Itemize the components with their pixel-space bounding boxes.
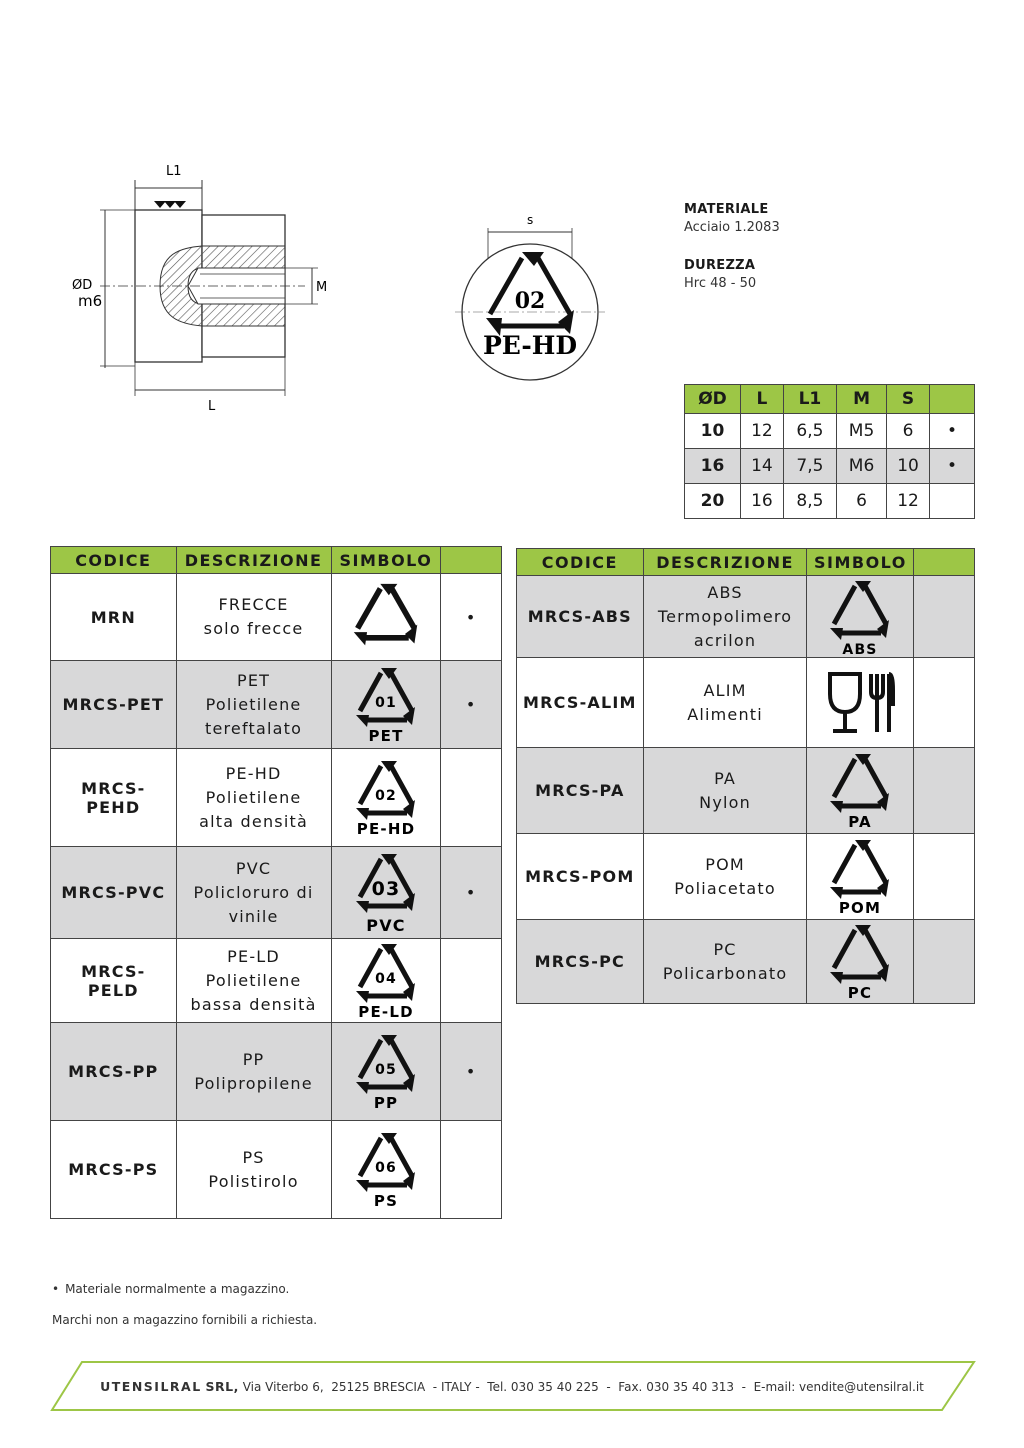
header-descrizione: DESCRIZIONE [643,549,807,576]
cell-s: 6 [887,414,930,449]
technical-drawing [60,158,350,420]
desc-line: vinile [228,906,279,926]
product-description [643,658,807,748]
header-codice: CODICE [51,547,177,574]
desc-line: Polietilene [205,694,302,714]
symbol-cell [807,748,914,834]
code-text: PELD [87,980,139,1000]
desc-line: ALIM [703,680,747,700]
product-description [176,939,331,1023]
desc-line: PC [713,939,737,959]
header-codice: CODICE [517,549,644,576]
stock-dot: • [441,847,502,939]
product-code [51,749,177,847]
resin-number: 01 [374,694,397,711]
desc-line: PVC [235,858,272,878]
label-m: M [316,280,328,295]
header-d: ØD [685,385,741,414]
desc-line: solo frecce [203,619,304,638]
stock-cell [914,834,975,920]
stamp-name: PE-HD [483,331,577,360]
stock-cell [914,748,975,834]
bullet: • [52,1282,60,1296]
company-details: Via Viterbo 6, 25125 BRESCIA - ITALY - Tel. 030 35 40 225 - Fax. 030 35 40 313 - E-mail: vendite@utensilral.it [242,1380,924,1394]
note-availability: Marchi non a magazzino fornibili a richiesta. [52,1313,318,1327]
recycle-pc-icon [825,922,895,1002]
table-row [517,576,975,658]
desc-line: Nylon [699,792,751,812]
symbol-cell [331,1121,441,1219]
cell-d: 20 [685,484,741,519]
label-s: s [527,213,534,227]
desc-line: tereftalato [204,718,303,738]
desc-line: Policloruro di [193,882,314,902]
cell-m: M5 [836,414,886,449]
stock-dot: • [930,449,975,484]
recycle-ps-icon [351,1130,421,1210]
product-code [51,939,177,1023]
code-text: MRCS-PS [68,1160,159,1179]
header-m: M [836,385,886,414]
product-code: MRCS-POM [517,834,644,920]
footer-text [0,1379,1024,1394]
product-description [643,920,807,1004]
symbol-cell [331,749,441,847]
product-description [643,576,807,658]
header-stock [441,547,502,574]
code-text: MRCS- [81,961,146,981]
resin-label: PE-LD [358,1002,414,1021]
product-description [176,749,331,847]
table-row [517,834,975,920]
stamp-drawing [455,208,605,386]
recycle-pet-icon [351,665,421,745]
code-text: MRCS-PET [62,695,165,714]
symbol-cell [331,661,441,749]
right-header-row [517,549,975,576]
recycle-pehd-icon [351,758,421,838]
desc-line: PET [236,670,271,690]
resin-number: 03 [371,877,401,900]
dimension-table [684,384,975,519]
desc-line: PE-HD [225,763,282,783]
resin-label: PVC [366,915,406,935]
code-text: MRCS-PVC [61,883,166,902]
note-text: Materiale normalmente a magazzino. [65,1282,290,1296]
symbol-cell [331,939,441,1023]
resin-label: ABS [842,641,879,656]
product-code [51,1023,177,1121]
cell-l: 16 [741,484,784,519]
table-row [685,414,975,449]
label-m6: m6 [78,292,103,310]
product-description [643,748,807,834]
desc-line: Polipropilene [194,1073,313,1093]
cell-m: 6 [836,484,886,519]
product-description [176,574,331,661]
product-description [176,661,331,749]
cell-l1: 8,5 [783,484,836,519]
stock-dot: • [441,1023,502,1121]
table-row [517,748,975,834]
resin-number: 05 [374,1061,397,1078]
recycle-pp-icon [351,1032,421,1112]
stamp-code: 02 [514,288,546,314]
product-description [176,1121,331,1219]
desc-line: PA [714,768,737,788]
cell-s: 10 [887,449,930,484]
cell-l: 12 [741,414,784,449]
stock-dot [441,1121,502,1219]
food-safe-icon [825,670,895,736]
symbol-cell [331,847,441,939]
desc-line: Polietilene [205,787,302,807]
cell-d: 16 [685,449,741,484]
product-code: MRCS-ALIM [517,658,644,748]
resin-number: 02 [374,787,397,804]
product-description [176,1023,331,1121]
desc-line: PS [242,1147,265,1167]
header-l1: L1 [783,385,836,414]
product-code: MRCS-ABS [517,576,644,658]
dimension-header-row [685,385,975,414]
product-code: MRCS-PA [517,748,644,834]
symbol-cell [807,658,914,748]
stock-dot [930,484,975,519]
desc-line: ABS [707,582,743,602]
table-row [517,920,975,1004]
desc-line: FRECCE [218,595,289,614]
recycle-pom-icon [825,837,895,917]
recycle-pvc-icon [351,851,421,935]
cell-l1: 6,5 [783,414,836,449]
stock-cell [914,658,975,748]
desc-line: Alimenti [687,704,763,724]
table-row [685,484,975,519]
symbol-cell [331,574,441,661]
header-stock [930,385,975,414]
desc-line: PE-LD [227,946,280,966]
desc-line: bassa densità [190,994,317,1014]
table-row [51,1023,502,1121]
materiale-label: MATERIALE [684,202,769,217]
label-l1: L1 [166,164,182,179]
left-header-row [51,547,502,574]
durezza-label: DUREZZA [684,258,756,273]
cell-d: 10 [685,414,741,449]
header-stock [914,549,975,576]
product-code [51,847,177,939]
resin-label: PC [848,983,873,1002]
table-row [517,658,975,748]
code-text: PEHD [86,797,141,817]
resin-label: PET [368,726,404,745]
product-description [643,834,807,920]
table-row [685,449,975,484]
product-code [51,661,177,749]
cell-s: 12 [887,484,930,519]
desc-line: acrilon [693,630,757,650]
desc-line: Termopolimero [657,606,793,626]
code-text: MRN [90,607,136,627]
symbol-cell [807,920,914,1004]
durezza-value: Hrc 48 - 50 [684,276,757,291]
cell-l1: 7,5 [783,449,836,484]
table-row [51,1121,502,1219]
label-d: ØD [72,278,93,293]
stock-dot [441,939,502,1023]
desc-line: Polietilene [205,970,302,990]
stock-dot: • [441,574,502,661]
desc-line: alta densità [199,811,308,831]
header-simbolo: SIMBOLO [807,549,914,576]
symbol-cell [807,834,914,920]
resin-label: PE-HD [356,819,416,838]
stock-dot: • [930,414,975,449]
table-row [51,574,502,661]
product-code: MRCS-PC [517,920,644,1004]
header-simbolo: SIMBOLO [331,547,441,574]
recycle-abs-icon [825,578,895,656]
left-product-table [50,546,502,1219]
desc-line: POM [705,854,745,874]
stock-dot [441,749,502,847]
cell-l: 14 [741,449,784,484]
table-row [51,939,502,1023]
label-l: L [208,399,216,414]
recycle-pa-icon [825,751,895,831]
header-descrizione: DESCRIZIONE [176,547,331,574]
company-suffix: SRL, [205,1379,239,1394]
right-product-table [516,548,975,1004]
cell-m: M6 [836,449,886,484]
resin-label: PP [373,1093,399,1112]
desc-line: Policarbonato [662,963,788,983]
symbol-cell [331,1023,441,1121]
note-stock [52,1282,289,1296]
desc-line: Poliacetato [674,878,776,898]
materiale-value: Acciaio 1.2083 [684,220,780,235]
stock-cell [914,920,975,1004]
symbol-cell [807,576,914,658]
header-l: L [741,385,784,414]
resin-label: PA [848,812,873,831]
desc-line: Polistirolo [208,1171,299,1191]
code-text: MRCS- [81,778,146,798]
company-name: UTENSILRAL [100,1379,202,1394]
table-row [51,847,502,939]
code-text: MRCS-PP [68,1062,159,1081]
header-s: S [887,385,930,414]
resin-label: PS [373,1191,399,1210]
product-description [176,847,331,939]
table-row [51,749,502,847]
desc-line: PP [242,1049,265,1069]
recycle-arrows-icon [348,581,424,653]
stock-cell [914,576,975,658]
resin-label: POM [839,898,882,917]
recycle-peld-icon [351,941,421,1021]
product-code [51,1121,177,1219]
table-row [51,661,502,749]
stock-dot: • [441,661,502,749]
product-code [51,574,177,661]
resin-number: 04 [374,970,397,987]
resin-number: 06 [374,1159,397,1176]
